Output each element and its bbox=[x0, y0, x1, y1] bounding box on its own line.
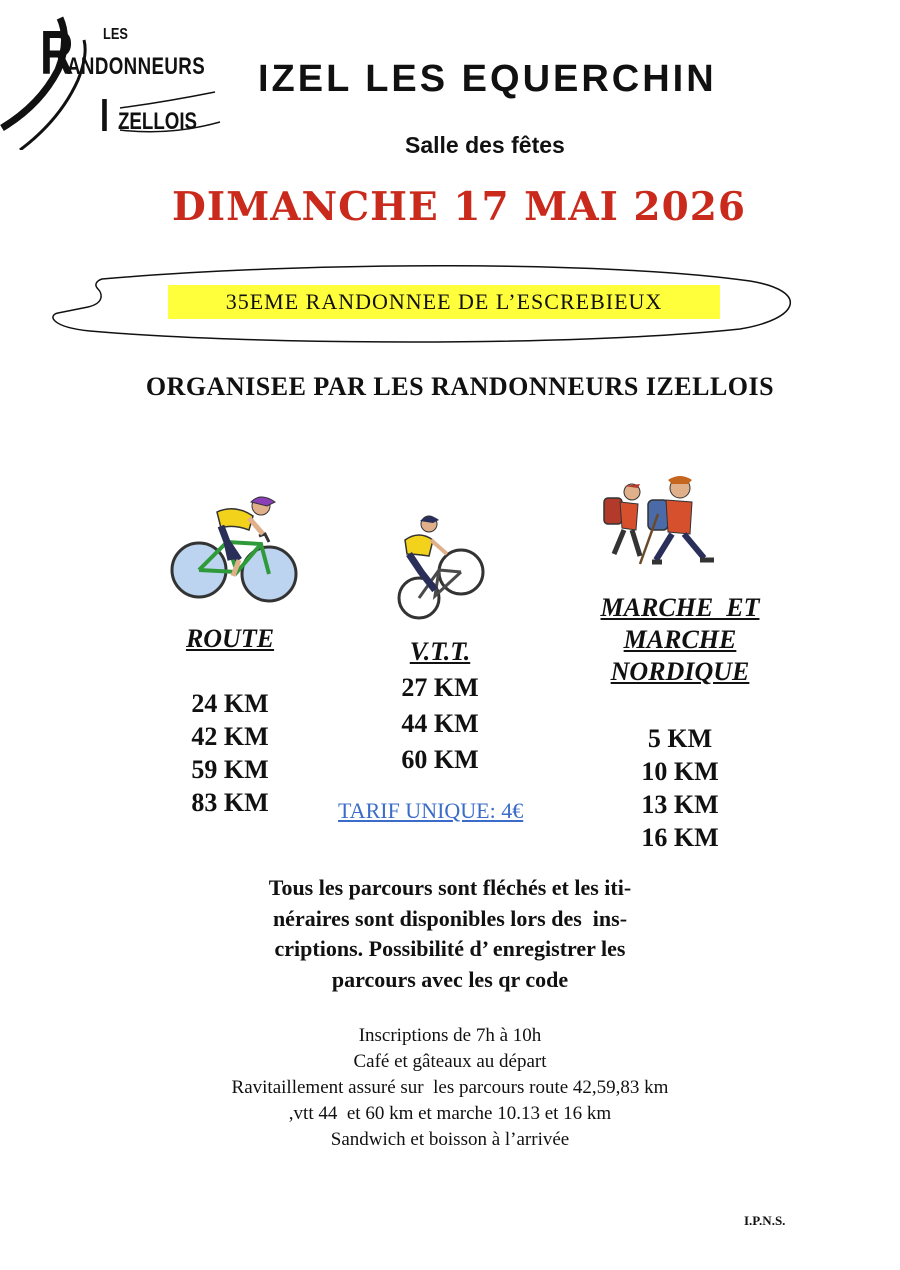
road-distances bbox=[150, 687, 310, 819]
walk-title-line-1: MARCHE ET bbox=[600, 593, 760, 622]
practical-line-4: ,vtt 44 et 60 km et marche 10.13 et 16 km bbox=[288, 1103, 612, 1124]
practical-info bbox=[100, 1023, 800, 1153]
hikers-icon bbox=[600, 474, 725, 569]
mtb-distance-2: 44 KM bbox=[401, 709, 479, 738]
road-title: ROUTE bbox=[185, 624, 275, 653]
event-date: DIMANCHE 17 MAI 2026 bbox=[172, 184, 746, 230]
routes-note bbox=[150, 873, 750, 995]
price-link[interactable]: TARIF UNIQUE: 4€ bbox=[338, 798, 524, 823]
footer-ipns: I.P.N.S. bbox=[744, 1213, 786, 1228]
walk-title-line-2: MARCHE bbox=[623, 625, 737, 654]
venue: Salle des fêtes bbox=[405, 132, 565, 158]
logo-initial-r: R bbox=[40, 19, 74, 88]
mtb-title: V.T.T. bbox=[409, 637, 471, 666]
edition-label: 35EME RANDONNEE DE L’ESCREBIEUX bbox=[168, 285, 720, 319]
mtb-distance-3: 60 KM bbox=[401, 745, 479, 774]
walk-distance-2: 10 KM bbox=[641, 757, 719, 786]
walk-distances bbox=[600, 722, 760, 854]
road-distance-3: 59 KM bbox=[191, 755, 269, 784]
club-logo bbox=[0, 10, 240, 145]
logo-line-les: LES bbox=[103, 26, 128, 43]
routes-note-line-3: criptions. Possibilité d’ enregistrer les bbox=[274, 936, 626, 961]
walk-distance-1: 5 KM bbox=[647, 724, 713, 753]
mountain-biker-icon bbox=[395, 510, 490, 625]
organiser-line: ORGANISEE PAR LES RANDONNEURS IZELLOIS bbox=[145, 372, 775, 401]
practical-line-5: Sandwich et boisson à l’arrivée bbox=[330, 1129, 570, 1150]
logo-line-randonneurs: ANDONNEURS bbox=[67, 53, 206, 80]
road-distance-1: 24 KM bbox=[191, 689, 269, 718]
practical-line-1: Inscriptions de 7h à 10h bbox=[358, 1025, 542, 1046]
mtb-distance-1: 27 KM bbox=[401, 673, 479, 702]
road-cyclist-icon bbox=[165, 490, 300, 610]
road-distance-4: 83 KM bbox=[191, 788, 269, 817]
practical-line-2: Café et gâteaux au départ bbox=[353, 1051, 547, 1072]
walk-distance-4: 16 KM bbox=[641, 823, 719, 852]
practical-line-3: Ravitaillement assuré sur les parcours route 42,59,83 km bbox=[231, 1077, 669, 1098]
mtb-distances bbox=[360, 670, 520, 778]
logo-initial-i: I bbox=[100, 89, 109, 141]
walk-title bbox=[560, 592, 800, 688]
routes-note-line-4: parcours avec les qr code bbox=[331, 966, 569, 992]
town-title: IZEL LES EQUERCHIN bbox=[258, 58, 717, 100]
logo-line-izellois: ZELLOIS bbox=[118, 108, 198, 135]
routes-note-line-1: Tous les parcours sont fléchés et les iti- bbox=[268, 875, 632, 900]
road-distance-2: 42 KM bbox=[191, 722, 269, 751]
walk-distance-3: 13 KM bbox=[641, 790, 719, 819]
routes-note-line-2: néraires sont disponibles lors des ins- bbox=[272, 905, 628, 931]
walk-title-line-3: NORDIQUE bbox=[610, 657, 750, 686]
